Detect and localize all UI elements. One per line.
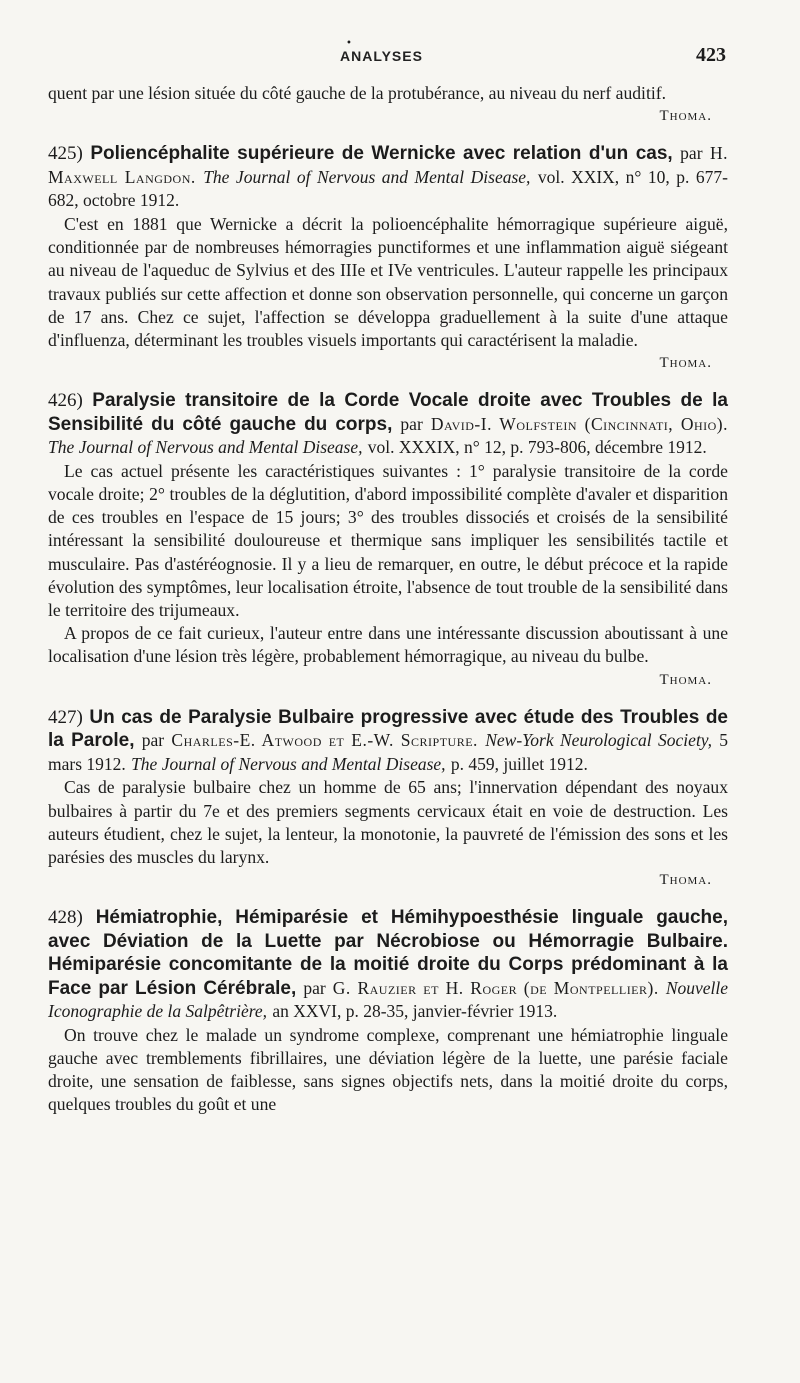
entry-number: 428) [48,907,83,929]
entry-title [48,706,728,777]
entry-signature: Thoma. [659,872,712,889]
page-header [0,38,800,72]
carryover-signature: Thoma. [659,108,712,125]
byline-par: par [141,730,165,751]
entry-body: Cas de paralysie bulbaire chez un homme de 65 ans; l'innervation dépendant des noyaux bulbaires à partir du 7e et des premiers segments cervicaux était en voie de destruction. Les auteurs étudient, chez le sujet, la lenteur, la monotonie, la pauvreté de l'émission des sons et les parésies des muscles du larynx. [48,777,728,867]
entry-heading: Un cas de Paralysie Bulbaire progressive avec étude des Troubles de la Parole, [48,706,728,752]
journal: New-York Neurological Society, [485,730,712,751]
byline-par: par [680,143,703,164]
citation-details: p. 459, juillet 1912. [450,753,588,774]
page-number: 423 [696,44,726,66]
entry-signature: Thoma. [659,671,712,688]
citation-details: an XXVI, p. 28-35, janvier-février 1913. [272,1001,558,1022]
entry-body: On trouve chez le malade un syndrome complexe, comprenant une hémiatrophie linguale gauche avec tremblements fibrillaires, une déviation légère de la luette, une parésie faciale droite, une sensation de faiblesse, sans signes objectifs nets, dans la moitié droite du corps, quelques troubles du goût et une [48,1024,728,1115]
entry-number: 427) [48,706,83,728]
running-title: ANALYSES [340,48,423,64]
byline-par: par [303,977,326,998]
authors: G. Rauzier et H. Roger (de Montpellier). [332,977,659,998]
entry-heading: Hémiatrophie, Hémiparésie et Hémihypoesthésie linguale gauche, avec Déviation de la Luette par Nécrobiose ou Hémorragie Bulbaire. Hémiparésie concomitante de la moitié droite du Corps prédominant à la Face par Lésion Cérébrale, [48,907,729,999]
authors: David-I. Wolfstein (Cincinnati, Ohio). [430,413,728,434]
carryover-paragraph [48,82,728,105]
entry-body-2: A propos de ce fait curieux, l'auteur entre dans une intéressante discussion aboutissant à une localisation d'une lésion très légère, probablement hémorragique, au niveau du bulbe. [48,623,728,667]
entry-427 [48,706,728,893]
journal: Nouvelle Iconographie de la Salpêtrière, [48,977,729,1022]
entry-number: 426) [48,390,83,412]
carryover-text: quent par une lésion située du côté gauche de la protubérance, au niveau du nerf auditif. [48,83,666,103]
authors: H. Maxwell Langdon. [48,143,729,187]
byline-par: par [400,413,423,434]
entry-body: Le cas actuel présente les caractéristiques suivantes : 1° paralysie transitoire de la corde vocale droite; 2° troubles de la déglutition, d'abord impossibilité complète d'avaler et disparition de ces troubles en l'espace de 15 jours; 3° des troubles dissociés et croisés de la sensibilité intéressant la sensibilité douloureuse et thermique sans impliquer les sensibilités tactile et musculaire. Pas d'astéréognosie. Il y a lieu de remarquer, en outre, le début précoce et la rapide évolution des symptômes, leur localisation étroite, l'absence de tout trouble de la sensibilité dans le territoire des trijumeaux. [48,460,728,621]
entry-title [48,906,728,1024]
journal: The Journal of Nervous and Mental Disease, [48,437,363,458]
journal-2: The Journal of Nervous and Mental Disease, [131,753,446,774]
citation-details: vol. XXIX, n° 10, p. 677-682, octobre 1912. [48,166,729,211]
entry-number: 425) [48,143,83,165]
entry-428 [48,906,728,1116]
entry-heading: Poliencéphalite supérieure de Wernicke avec relation d'un cas, [90,143,673,165]
page-body [48,82,728,1117]
journal: The Journal of Nervous and Mental Disease, [203,166,531,187]
entry-425 [48,142,728,375]
citation-date: 5 mars 1912. [48,730,729,774]
authors: Charles-E. Atwood et E.-W. Scripture. [171,730,478,751]
citation-details: vol. XXXIX, n° 12, p. 793-806, décembre 1912. [367,437,707,458]
header-dot: • [346,38,352,49]
entry-signature: Thoma. [659,355,712,372]
entry-heading: Paralysie transitoire de la Corde Vocale droite avec Troubles de la Sensibilité du côté gauche du corps, [48,390,728,435]
entry-title [48,142,728,213]
entry-body: C'est en 1881 que Wernicke a décrit la polioencéphalite hémorragique supérieure aiguë, conditionnée par de nombreuses hémorragies punctiformes et une inflammation aiguë siégeant au niveau de l'aqueduc de Sylvius et des IIIe et IVe ventricules. L'auteur rappelle les principaux travaux publiés sur cette affection et donne son observation personnelle, qui concerne un garçon de 17 ans. Chez ce sujet, l'affection se développa graduellement à la suite d'une attaque d'influenza, déterminant les troubles visuels importants qui caractérisent la maladie. [48,213,728,350]
entry-426 [48,389,728,692]
entry-title [48,389,728,460]
